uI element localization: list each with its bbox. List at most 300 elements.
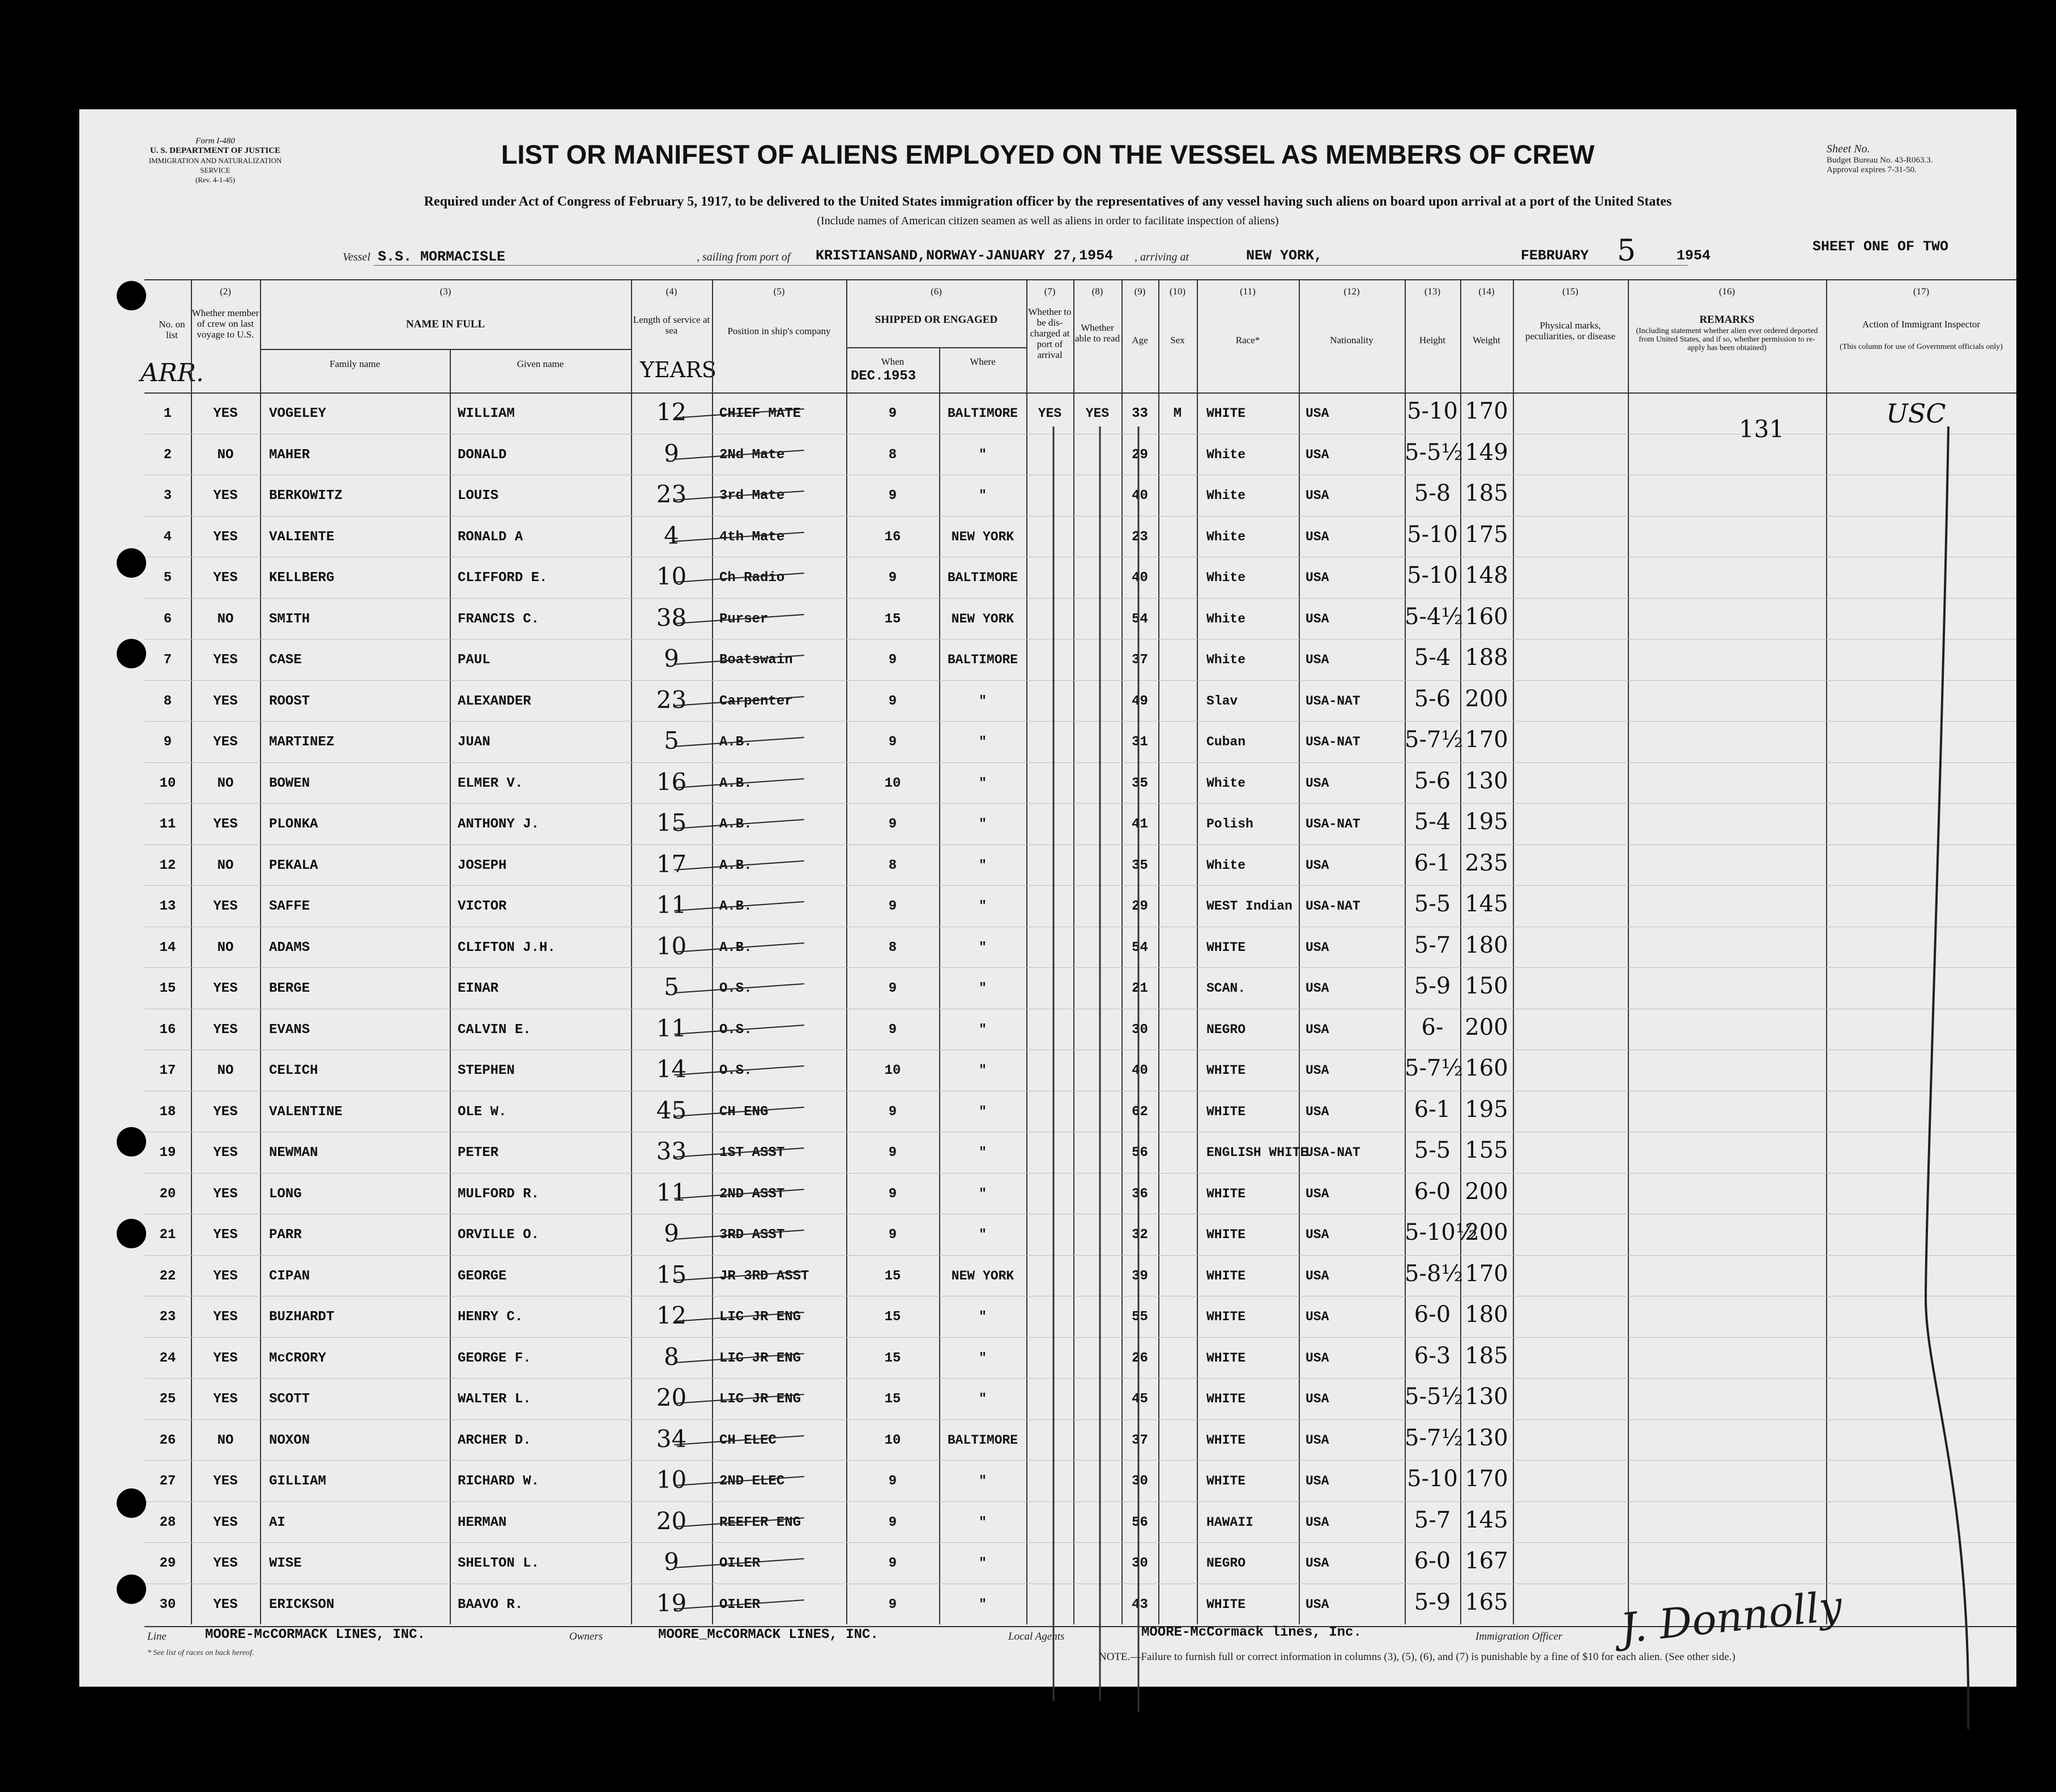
cell-age: 30 xyxy=(1132,1022,1148,1038)
cell-height: 6-0 xyxy=(1414,1548,1451,1574)
cell-where: " xyxy=(979,1474,987,1488)
column-rule xyxy=(1197,279,1198,1624)
cell-where: BALTIMORE xyxy=(947,1432,1018,1448)
cell-height: 5-5 xyxy=(1414,1137,1451,1163)
column-rule xyxy=(1628,279,1629,1624)
cell-weight: 160 xyxy=(1465,1055,1508,1081)
cell-service: 12 xyxy=(656,398,687,426)
cell-service: 38 xyxy=(656,603,687,632)
cell-service: 4 xyxy=(664,521,679,549)
cell-position: A.B. xyxy=(719,899,752,914)
cell-family: BOWEN xyxy=(269,775,310,791)
cell-age: 56 xyxy=(1132,1514,1148,1530)
name-subheader-rule xyxy=(260,349,631,350)
col7-number: (7) xyxy=(1044,286,1056,297)
col16-subheader: (Including statement whether alien ever ordered deported from United States, and if so, whether permission to re-apply has been obtained) xyxy=(1636,327,1818,352)
officer-label: Immigration Officer xyxy=(1475,1631,1563,1642)
cell-when: 9 xyxy=(888,899,897,914)
cell-no: 21 xyxy=(159,1227,176,1243)
cell-race: WHITE xyxy=(1206,1392,1246,1406)
cell-when: 15 xyxy=(884,1268,901,1284)
col9-header: Age xyxy=(1132,335,1148,345)
cell-position: O.S. xyxy=(719,1063,752,1078)
cell-age: 40 xyxy=(1132,488,1148,504)
cell-nationality: USA xyxy=(1306,1268,1329,1283)
cell-family: EVANS xyxy=(269,1022,310,1038)
binder-hole xyxy=(117,548,146,578)
col15-number: (15) xyxy=(1562,286,1579,297)
cell-age: 56 xyxy=(1132,1145,1148,1160)
cell-no: 2 xyxy=(163,447,172,463)
cell-race: White xyxy=(1206,447,1246,462)
arriving-label: , arriving at xyxy=(1134,251,1189,263)
cell-family: ADAMS xyxy=(269,940,310,955)
cell-race: HAWAII xyxy=(1206,1514,1253,1530)
cell-age: 40 xyxy=(1132,1063,1148,1078)
cell-given: STEPHEN xyxy=(458,1063,515,1078)
cell-prev: YES xyxy=(213,1268,238,1284)
cell-weight: 149 xyxy=(1465,439,1508,466)
cell-given: PAUL xyxy=(458,652,490,668)
col10-number: (10) xyxy=(1169,286,1186,297)
cell-no: 17 xyxy=(159,1063,176,1078)
cell-where: " xyxy=(979,1227,987,1242)
cell-weight: 145 xyxy=(1465,1507,1508,1533)
cell-prev: YES xyxy=(213,1227,238,1243)
cell-race: WHITE xyxy=(1206,1063,1246,1078)
cell-when: 9 xyxy=(888,570,897,586)
cell-where: " xyxy=(979,1309,987,1324)
departure-port: KRISTIANSAND,NORWAY-JANUARY 27,1954 xyxy=(816,248,1114,264)
cell-no: 25 xyxy=(159,1392,176,1407)
cell-where: " xyxy=(979,1556,987,1571)
cell-race: WHITE xyxy=(1206,1597,1246,1612)
cell-height: 5-7 xyxy=(1414,1507,1451,1533)
cell-family: MAHER xyxy=(269,447,310,463)
cell-family: SCOTT xyxy=(269,1392,310,1407)
cell-nationality: USA xyxy=(1306,488,1329,503)
col17-number: (17) xyxy=(1913,286,1930,297)
cell-age: 40 xyxy=(1132,570,1148,586)
cell-weight: 170 xyxy=(1465,1466,1508,1492)
cell-when: 15 xyxy=(884,1392,901,1407)
cell-nationality: USA xyxy=(1306,611,1329,626)
list-mark: ARR. xyxy=(140,359,204,387)
cell-height: 6-1 xyxy=(1414,850,1451,876)
cell-weight: 148 xyxy=(1465,562,1508,588)
cell-no: 8 xyxy=(163,693,172,709)
cell-nationality: USA-NAT xyxy=(1306,735,1360,749)
cell-given: HENRY C. xyxy=(458,1309,523,1325)
cell-family: ROOST xyxy=(269,693,310,709)
cell-when: 15 xyxy=(884,1309,901,1325)
col15-header: Physical marks, peculiarities, or disease xyxy=(1525,320,1616,342)
cell-height: 6-0 xyxy=(1414,1178,1451,1205)
races-note: * See list of races on back hereof. xyxy=(147,1649,254,1657)
vessel-underline xyxy=(374,265,1688,266)
cell-where: " xyxy=(979,1350,987,1366)
col14-header: Weight xyxy=(1473,335,1500,345)
cell-weight: 130 xyxy=(1465,1384,1508,1410)
cell-given: ALEXANDER xyxy=(458,693,531,709)
col3-family-header: Family name xyxy=(329,359,381,369)
cell-no: 11 xyxy=(159,817,176,832)
cell-where: " xyxy=(979,981,987,996)
cell-height: 5-9 xyxy=(1414,1589,1451,1615)
cell-prev: YES xyxy=(213,1309,238,1325)
cell-nationality: USA xyxy=(1306,652,1329,667)
cell-weight: 195 xyxy=(1465,1096,1508,1123)
cell-service: 19 xyxy=(656,1589,687,1617)
penalty-note: NOTE.—Failure to furnish full or correct information in columns (3), (5), (6), and (7) is punishable by a fine of $10 for each alien. (See other side.) xyxy=(1099,1651,1735,1663)
cell-when: 9 xyxy=(888,817,897,832)
cell-nationality: USA xyxy=(1306,1514,1329,1530)
cell-when: 9 xyxy=(888,406,897,421)
inspector-mark: USC xyxy=(1886,398,1946,429)
cell-race: White xyxy=(1206,775,1246,791)
service-name: IMMIGRATION AND NATURALIZATION SERVICE xyxy=(148,156,282,174)
cell-nationality: USA-NAT xyxy=(1306,817,1360,831)
cell-weight: 188 xyxy=(1465,645,1508,671)
cell-service: 9 xyxy=(664,439,679,467)
cell-family: CASE xyxy=(269,652,302,668)
cell-no: 22 xyxy=(159,1268,176,1284)
cell-weight: 235 xyxy=(1465,850,1508,876)
cell-prev: NO xyxy=(217,1063,234,1078)
table-top-rule xyxy=(144,279,2016,280)
cell-given: BAAVO R. xyxy=(458,1597,523,1612)
cell-where: " xyxy=(979,1186,987,1201)
cell-given: OLE W. xyxy=(458,1104,507,1120)
cell-where: " xyxy=(979,735,987,749)
manifest-sheet xyxy=(79,109,2016,1687)
sheet-block xyxy=(1827,142,1933,175)
cell-position: A.B. xyxy=(719,940,752,955)
cell-prev: YES xyxy=(213,570,238,586)
cell-age: 41 xyxy=(1132,817,1148,832)
cell-weight: 130 xyxy=(1465,1424,1508,1451)
cell-family: CELICH xyxy=(269,1063,318,1078)
cell-service: 9 xyxy=(664,1548,679,1576)
cell-service: 10 xyxy=(656,1466,687,1494)
cell-nationality: USA xyxy=(1306,1597,1329,1612)
cell-where: " xyxy=(979,693,987,709)
cell-race: White xyxy=(1206,611,1246,626)
cell-prev: YES xyxy=(213,1392,238,1407)
cell-weight: 170 xyxy=(1465,727,1508,753)
cell-height: 5-5½ xyxy=(1405,439,1464,466)
cell-position: 1ST ASST xyxy=(719,1145,785,1160)
cell-race: White xyxy=(1206,652,1246,667)
cell-prev: YES xyxy=(213,1556,238,1571)
cell-height: 5-6 xyxy=(1414,767,1451,794)
cell-family: NEWMAN xyxy=(269,1145,318,1160)
col12-header: Nationality xyxy=(1330,335,1373,345)
when-value: DEC.1953 xyxy=(851,369,916,384)
col6-number: (6) xyxy=(931,286,942,297)
col10-header: Sex xyxy=(1170,335,1185,345)
cell-height: 5-8½ xyxy=(1405,1260,1464,1287)
cell-race: ENGLISH WHITE xyxy=(1206,1145,1308,1160)
header-bottom-rule xyxy=(144,392,2016,394)
cell-age: 30 xyxy=(1132,1556,1148,1571)
page-title: LIST OR MANIFEST OF ALIENS EMPLOYED ON THE VESSEL AS MEMBERS OF CREW xyxy=(501,139,1595,169)
cell-no: 7 xyxy=(163,652,172,668)
cell-race: WHITE xyxy=(1206,1350,1246,1366)
cell-given: LOUIS xyxy=(458,488,499,504)
binder-hole xyxy=(117,639,146,668)
col3-number: (3) xyxy=(440,286,451,297)
cell-position: O.S. xyxy=(719,1022,752,1038)
cell-family: BUZHARDT xyxy=(269,1309,335,1325)
col4-number: (4) xyxy=(666,286,677,297)
cell-service: 10 xyxy=(656,562,687,590)
cell-prev: YES xyxy=(213,1474,238,1489)
cell-height: 5-7½ xyxy=(1405,1424,1464,1451)
page-subtitle: Required under Act of Congress of February 5, 1917, to be delivered to the United States immigration officer by the representatives of any vessel having such aliens on board upon arrival at a port of the United States xyxy=(424,194,1672,209)
cell-where: " xyxy=(979,1022,987,1037)
cell-service: 12 xyxy=(656,1302,687,1329)
cell-race: SCAN. xyxy=(1206,981,1246,996)
cell-given: ORVILLE O. xyxy=(458,1227,540,1243)
arrival-day: 5 xyxy=(1617,234,1636,268)
cell-age: 26 xyxy=(1132,1350,1148,1366)
cell-given: CLIFTON J.H. xyxy=(458,940,556,955)
cell-height: 5-4 xyxy=(1414,809,1451,835)
cell-nationality: USA-NAT xyxy=(1306,693,1360,709)
cell-position: Purser xyxy=(719,611,769,627)
col7-header: Whether to be dis-charged at port of arrival xyxy=(1028,306,1072,360)
cell-prev: YES xyxy=(213,1022,238,1038)
cell-family: CIPAN xyxy=(269,1268,310,1284)
cell-height: 5-10 xyxy=(1407,521,1458,548)
cell-when: 9 xyxy=(888,1597,897,1612)
col16-header: REMARKS xyxy=(1699,314,1755,326)
cell-prev: YES xyxy=(213,735,238,750)
cell-discharged: YES xyxy=(1038,406,1062,421)
cell-age: 35 xyxy=(1132,857,1148,873)
col14-number: (14) xyxy=(1478,286,1495,297)
cell-position: Boatswain xyxy=(719,652,793,668)
col8-header: Whether able to read xyxy=(1074,322,1120,344)
cell-when: 8 xyxy=(888,447,897,463)
cell-service: 23 xyxy=(656,685,687,714)
cell-height: 5-8 xyxy=(1414,480,1451,506)
col9-number: (9) xyxy=(1134,286,1146,297)
sailing-label: , sailing from port of xyxy=(697,251,791,263)
cell-family: PLONKA xyxy=(269,817,318,832)
cell-height: 5-10½ xyxy=(1405,1219,1478,1245)
cell-age: 37 xyxy=(1132,1432,1148,1448)
cell-position: CH ELEC xyxy=(719,1432,777,1448)
cell-no: 24 xyxy=(159,1350,176,1366)
col3-given-header: Given name xyxy=(517,359,564,369)
cell-weight: 145 xyxy=(1465,891,1508,917)
cell-when: 9 xyxy=(888,1104,897,1120)
cell-nationality: USA xyxy=(1306,981,1329,996)
cell-height: 5-9 xyxy=(1414,973,1451,999)
cell-family: BERGE xyxy=(269,981,310,996)
binder-hole xyxy=(117,1127,146,1157)
cell-service: 11 xyxy=(656,1178,687,1206)
cell-weight: 175 xyxy=(1465,521,1508,548)
cell-age: 21 xyxy=(1132,981,1148,996)
col8-number: (8) xyxy=(1091,286,1103,297)
cell-no: 10 xyxy=(159,775,176,791)
cell-when: 9 xyxy=(888,735,897,750)
cell-prev: YES xyxy=(213,1104,238,1120)
cell-race: Slav xyxy=(1206,693,1238,709)
cell-given: VICTOR xyxy=(458,899,507,914)
cell-age: 62 xyxy=(1132,1104,1148,1120)
cell-race: WHITE xyxy=(1206,1268,1246,1283)
cell-family: GILLIAM xyxy=(269,1474,326,1489)
cell-given: ARCHER D. xyxy=(458,1432,531,1448)
cell-race: White xyxy=(1206,857,1246,873)
cell-family: PARR xyxy=(269,1227,302,1243)
cell-family: VALENTINE xyxy=(269,1104,343,1120)
cell-given: RONALD A xyxy=(458,529,523,545)
cell-position: 4th Mate xyxy=(719,529,785,545)
cell-race: WHITE xyxy=(1206,1186,1246,1201)
cell-where: " xyxy=(979,447,987,462)
cell-position: OILER xyxy=(719,1597,761,1612)
cell-nationality: USA xyxy=(1306,1104,1329,1119)
cell-service: 11 xyxy=(656,891,687,919)
col11-number: (11) xyxy=(1240,286,1256,297)
cell-age: 31 xyxy=(1132,735,1148,750)
cell-no: 26 xyxy=(159,1432,176,1448)
cell-prev: YES xyxy=(213,1186,238,1202)
cell-read: YES xyxy=(1085,406,1110,421)
cell-position: LIC JR ENG xyxy=(719,1392,801,1407)
cell-service: 17 xyxy=(656,850,687,878)
cell-race: WHITE xyxy=(1206,1309,1246,1324)
cell-given: HERMAN xyxy=(458,1514,507,1530)
cell-race: WHITE xyxy=(1206,1227,1246,1242)
col3-header: NAME IN FULL xyxy=(406,318,485,330)
cell-when: 9 xyxy=(888,1145,897,1160)
cell-service: 20 xyxy=(656,1507,687,1535)
budget-bureau: Budget Bureau No. 43-R063.3. xyxy=(1827,156,1933,165)
cell-given: WILLIAM xyxy=(458,406,515,421)
cell-age: 29 xyxy=(1132,447,1148,463)
cell-when: 8 xyxy=(888,857,897,873)
cell-nationality: USA xyxy=(1306,1432,1329,1448)
cell-position: REEFER ENG xyxy=(719,1514,801,1530)
cell-service: 14 xyxy=(656,1055,687,1083)
cell-weight: 195 xyxy=(1465,809,1508,835)
cell-where: " xyxy=(979,1063,987,1078)
line-value: MOORE-McCORMACK LINES, INC. xyxy=(205,1627,425,1642)
cell-prev: NO xyxy=(217,775,234,791)
cell-weight: 167 xyxy=(1465,1548,1508,1574)
cell-height: 5-10 xyxy=(1407,562,1458,588)
cell-age: 36 xyxy=(1132,1186,1148,1202)
cell-height: 5-7½ xyxy=(1405,727,1464,753)
cell-prev: YES xyxy=(213,1514,238,1530)
col16-number: (16) xyxy=(1718,286,1735,297)
cell-age: 30 xyxy=(1132,1474,1148,1489)
inspector-ditto-stroke xyxy=(1858,415,1971,1729)
cell-position: O.S. xyxy=(719,981,752,996)
cell-where: " xyxy=(979,857,987,873)
column-rule xyxy=(712,279,713,1624)
cell-service: 10 xyxy=(656,932,687,960)
cell-prev: YES xyxy=(213,1597,238,1612)
cell-position: Ch Radio xyxy=(719,570,785,586)
cell-prev: YES xyxy=(213,529,238,545)
cell-nationality: USA xyxy=(1306,857,1329,873)
cell-no: 16 xyxy=(159,1022,176,1038)
cell-race: White xyxy=(1206,529,1246,544)
cell-family: SAFFE xyxy=(269,899,310,914)
column-rule xyxy=(1299,279,1300,1624)
cell-prev: YES xyxy=(213,693,238,709)
cell-where: BALTIMORE xyxy=(947,570,1018,585)
cell-service: 9 xyxy=(664,1219,679,1247)
cell-nationality: USA xyxy=(1306,1350,1329,1366)
cell-no: 6 xyxy=(163,611,172,627)
cell-prev: YES xyxy=(213,899,238,914)
cell-when: 9 xyxy=(888,1227,897,1243)
cell-race: WHITE xyxy=(1206,1104,1246,1119)
arrival-year: 1954 xyxy=(1677,248,1711,264)
cell-race: WEST Indian xyxy=(1206,899,1293,914)
cell-service: 11 xyxy=(656,1014,687,1042)
cell-given: CALVIN E. xyxy=(458,1022,531,1038)
cell-nationality: USA xyxy=(1306,775,1329,791)
cell-prev: NO xyxy=(217,1432,234,1448)
officer-signature: J. Donnolly xyxy=(1618,1581,1845,1653)
col17-header: Action of Immigrant Inspector xyxy=(1862,319,1981,330)
cell-weight: 155 xyxy=(1465,1137,1508,1163)
vessel-name: S.S. MORMACISLE xyxy=(378,249,506,265)
col17-subheader: (This column for use of Government officials only) xyxy=(1840,343,2003,351)
cell-weight: 160 xyxy=(1465,603,1508,630)
cell-when: 10 xyxy=(884,1432,901,1448)
cell-service: 16 xyxy=(656,767,687,796)
cell-given: GEORGE F. xyxy=(458,1350,531,1366)
cell-position: A.B. xyxy=(719,817,752,832)
cell-family: McCRORY xyxy=(269,1350,326,1366)
cell-nationality: USA xyxy=(1306,940,1329,955)
cell-service: 15 xyxy=(656,809,687,837)
cell-position: Carpenter xyxy=(719,693,793,709)
cell-height: 5-7½ xyxy=(1405,1055,1464,1081)
cell-where: " xyxy=(979,817,987,831)
cell-position: A.B. xyxy=(719,775,752,791)
line-label: Line xyxy=(147,1631,167,1642)
cell-nationality: USA xyxy=(1306,1022,1329,1037)
cell-where: BALTIMORE xyxy=(947,406,1018,421)
cell-height: 5-7 xyxy=(1414,932,1451,958)
cell-prev: NO xyxy=(217,447,234,463)
cell-given: DONALD xyxy=(458,447,507,463)
col5-header: Position in ship's company xyxy=(727,326,831,336)
cell-weight: 150 xyxy=(1465,973,1508,999)
cell-race: WHITE xyxy=(1206,940,1246,955)
cell-age: 33 xyxy=(1132,406,1148,421)
cell-nationality: USA xyxy=(1306,529,1329,544)
cell-weight: 180 xyxy=(1465,932,1508,958)
cell-no: 30 xyxy=(159,1597,176,1612)
cell-given: ELMER V. xyxy=(458,775,523,791)
cell-where: NEW YORK xyxy=(951,611,1014,626)
cell-position: 2Nd Mate xyxy=(719,447,785,463)
binder-hole xyxy=(117,1488,146,1518)
cell-position: 3RD ASST xyxy=(719,1227,785,1243)
